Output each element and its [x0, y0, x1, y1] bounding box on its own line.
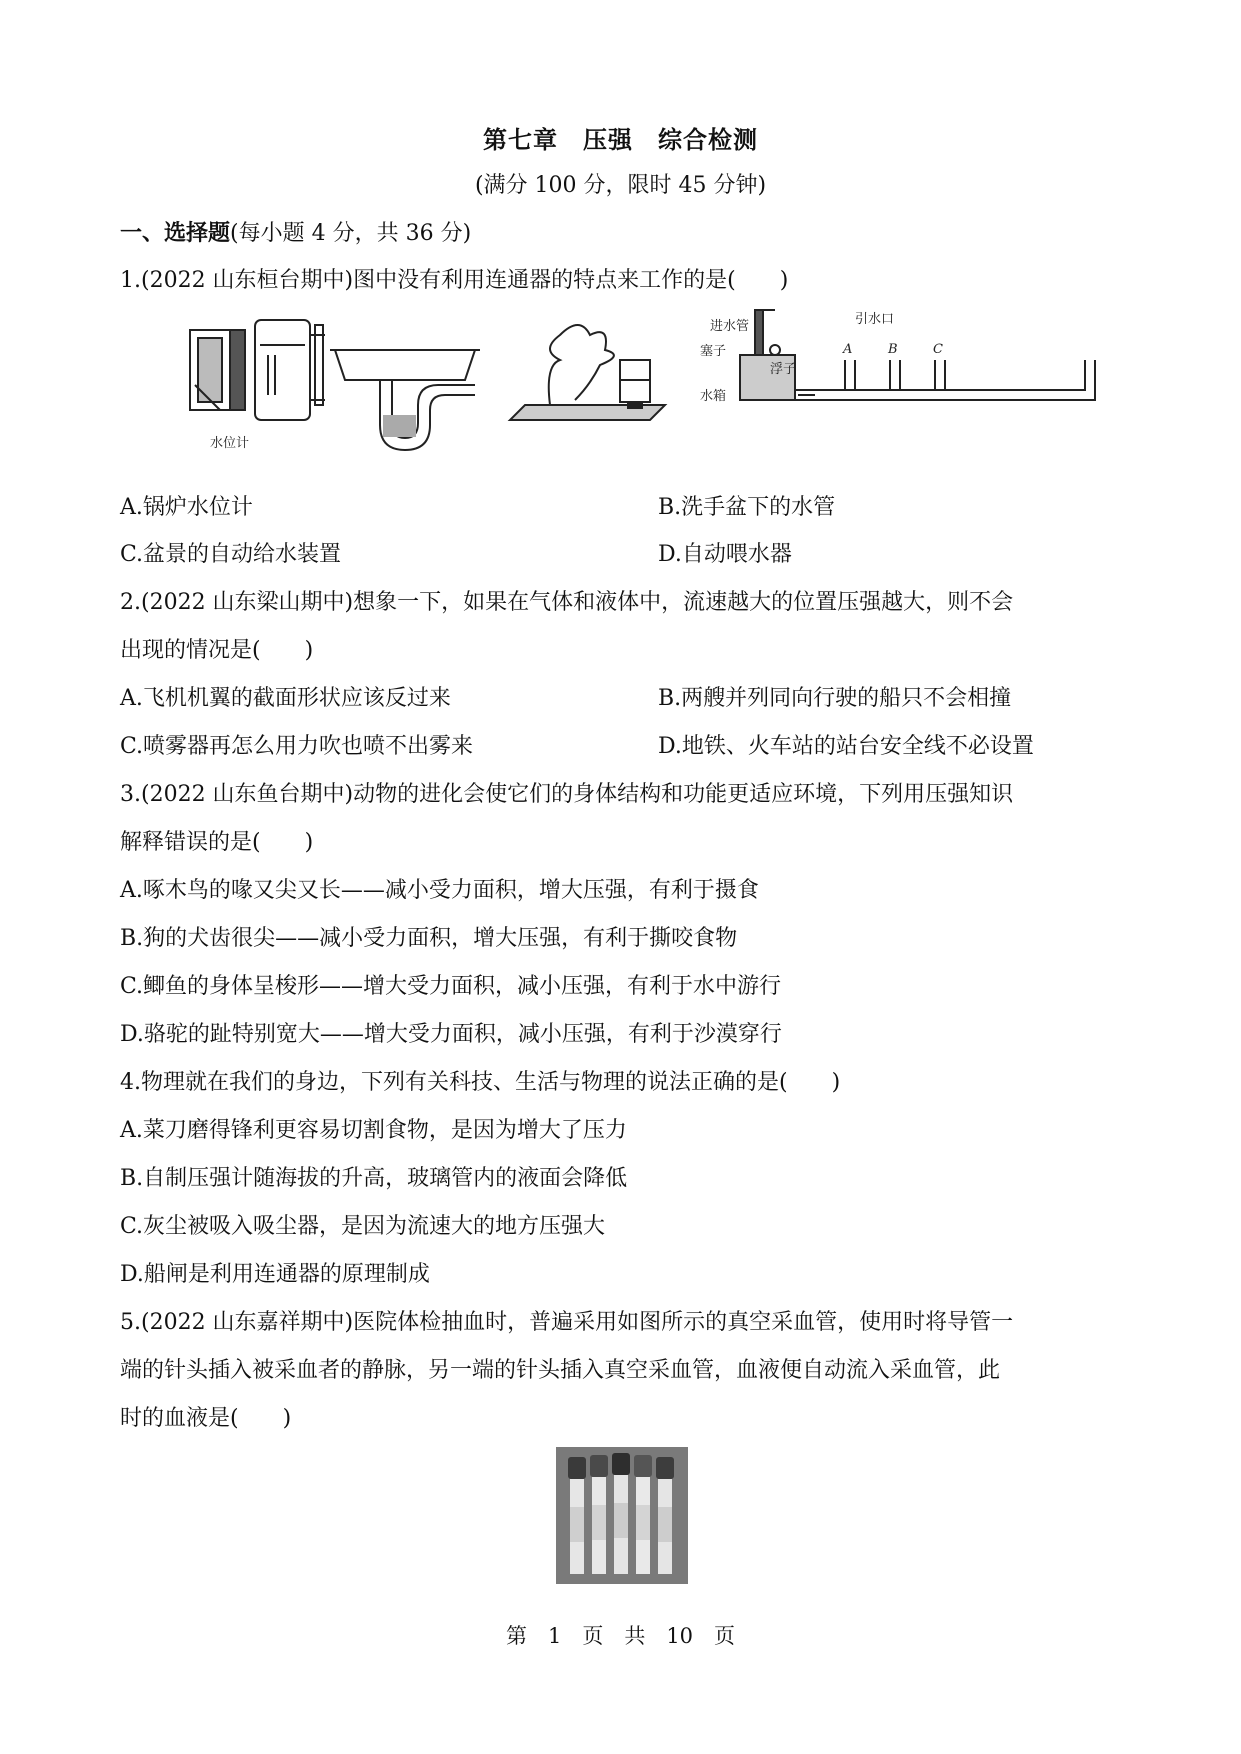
q2-stem-line2: 出现的情况是( )	[120, 638, 314, 663]
q4-option-b: B.自制压强计随海拔的升高，玻璃管内的液面会降低	[120, 1166, 628, 1191]
q1-option-a: A.锅炉水位计	[120, 495, 253, 520]
page-footer: 第 1 页 共 10 页	[505, 1624, 736, 1648]
label-inlet-pipe: 进水管	[710, 319, 750, 334]
tube-3	[612, 1453, 630, 1574]
q5-stem-line3: 时的血液是( )	[120, 1406, 292, 1431]
q3-option-d: D.骆驼的趾特别宽大——增大受力面积，减小压强，有利于沙漠穿行	[120, 1022, 782, 1047]
q4-option-a: A.菜刀磨得锋利更容易切割食物，是因为增大了压力	[120, 1118, 627, 1143]
page-title: 第七章 压强 综合检测	[483, 126, 758, 154]
tube-1	[568, 1457, 586, 1574]
section-heading-line	[120, 216, 471, 247]
q1-option-b: B.洗手盆下的水管	[658, 495, 836, 520]
tube-5	[656, 1457, 674, 1574]
q4-stem: 4.物理就在我们的身边，下列有关科技、生活与物理的说法正确的是( )	[120, 1070, 841, 1095]
q5-stem-line1: 5.(2022 山东嘉祥期中)医院体检抽血时，普遍采用如图所示的真空采血管，使用时将导管一	[120, 1310, 1014, 1335]
q2-option-d: D.地铁、火车站的站台安全线不必设置	[658, 734, 1034, 759]
label-outlet-b: B	[888, 342, 898, 357]
q3-option-b: B.狗的犬齿很尖——减小受力面积，增大压强，有利于撕咬食物	[120, 926, 738, 951]
label-outlet-a: A	[843, 342, 853, 357]
q3-option-c: C.鲫鱼的身体呈梭形——增大受力面积，减小压强，有利于水中游行	[120, 974, 782, 999]
section-heading: 一、选择题	[120, 221, 231, 246]
label-float: 浮子	[770, 362, 797, 377]
label-outlet: 引水口	[855, 312, 895, 327]
label-plug: 塞子	[700, 344, 727, 359]
q1-option-d: D.自动喂水器	[658, 542, 792, 567]
q4-option-c: C.灰尘被吸入吸尘器，是因为流速大的地方压强大	[120, 1214, 606, 1239]
boiler-figure	[190, 320, 325, 420]
q4-option-d: D.船闸是利用连通器的原理制成	[120, 1262, 430, 1287]
label-water-level: 水位计	[210, 436, 250, 451]
q2-stem-line1: 2.(2022 山东梁山期中)想象一下，如果在气体和液体中，流速越大的位置压强越大，则不会	[120, 590, 1014, 615]
q1-option-c: C.盆景的自动给水装置	[120, 542, 342, 567]
tube-4	[634, 1455, 652, 1574]
q1-stem: 1.(2022 山东桓台期中)图中没有利用连通器的特点来工作的是( )	[120, 268, 789, 293]
q2-option-b: B.两艘并列同向行驶的船只不会相撞	[658, 686, 1012, 711]
q3-option-a: A.啄木鸟的喙又尖又长——减小受力面积，增大压强，有利于摄食	[120, 878, 759, 903]
tube-2	[590, 1455, 608, 1574]
blood-tube-photo	[556, 1447, 688, 1584]
feeder-figure	[740, 310, 1095, 400]
label-tank: 水箱	[700, 389, 727, 404]
q2-option-a: A.飞机机翼的截面形状应该反过来	[120, 686, 451, 711]
q5-stem-line2: 端的针头插入被采血者的静脉，另一端的针头插入真空采血管，血液便自动流入采血管，此	[120, 1358, 1001, 1383]
q3-stem-line1: 3.(2022 山东鱼台期中)动物的进化会使它们的身体结构和功能更适应环境，下列用压强知识	[120, 782, 1014, 807]
label-outlet-c: C	[933, 342, 943, 357]
q2-option-c: C.喷雾器再怎么用力吹也喷不出雾来	[120, 734, 474, 759]
q3-stem-line2: 解释错误的是( )	[120, 830, 314, 855]
q1-figures	[180, 305, 1120, 465]
page-subtitle: (满分 100 分，限时 45 分钟)	[474, 173, 767, 198]
bonsai-figure	[510, 325, 665, 420]
section-note: (每小题 4 分，共 36 分)	[230, 221, 472, 246]
basin-figure	[330, 350, 480, 450]
